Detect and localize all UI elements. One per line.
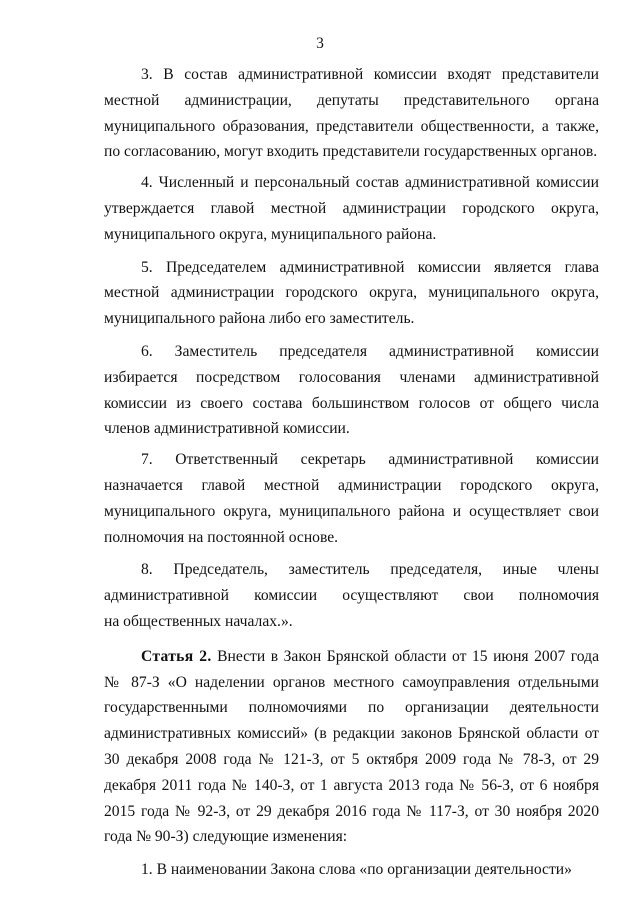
article-title: Статья 2. bbox=[141, 647, 212, 665]
page-number: 3 bbox=[316, 35, 324, 52]
paragraph-item-7: 7. Ответственный секретарь административной комиссии назначается главой местной администрации городского округа, муниципального округа, муниципального района и осуществляет свои полномочия на постоянной основе. bbox=[104, 451, 599, 546]
article-body: Внести в Закон Брянской области от 15 июня 2007 года № 87-З «О наделении органов местного самоуправления отдельными государственными полномочиями по организации деятельности административных комиссий» (в редакции законов Брянской области от 30 декабря 2008 года № 121-З, от 5 октября 2009 года № 78-З, от 29 декабря 2011 года № 140-З, от 1 августа 2013 года № 56-З, от 6 ноября 2015 года № 92-З, от 29 декабря 2016 года № 117-З, от 30 ноября 2020 года № 90-З) следующие изменения: bbox=[104, 647, 600, 846]
paragraph-item-5: 5. Председателем административной комиссии является глава местной администрации городского округа, муниципального округа, муниципального района либо его заместитель. bbox=[104, 258, 599, 328]
paragraph-item-6: 6. Заместитель председателя административной комиссии избирается посредством голосования членами административной комиссии из своего состава большинством голосов от общего числа членов административной комиссии. bbox=[104, 342, 599, 438]
article-2-item-1: 1. В наименовании Закона слова «по организации деятельности» bbox=[141, 861, 572, 879]
paragraph-item-3: 3. В состав административной комиссии входят представители местной администрации, депутаты представительного органа муниципального образования, представители общественности, а также, по согласованию, могут входить представители государственных органов. bbox=[104, 66, 599, 161]
document-body bbox=[104, 62, 599, 890]
article-2-paragraph bbox=[104, 644, 599, 850]
paragraph-item-4: 4. Численный и персональный состав административной комиссии утверждается главой местной администрации городского округа, муниципального округа, муниципального района. bbox=[104, 174, 599, 243]
paragraph-item-8: 8. Председатель, заместитель председателя, иные члены административной комиссии осуществляют свои полномочия bbox=[104, 561, 599, 605]
paragraph-item-8-last-line: на общественных началах.». bbox=[104, 612, 293, 630]
